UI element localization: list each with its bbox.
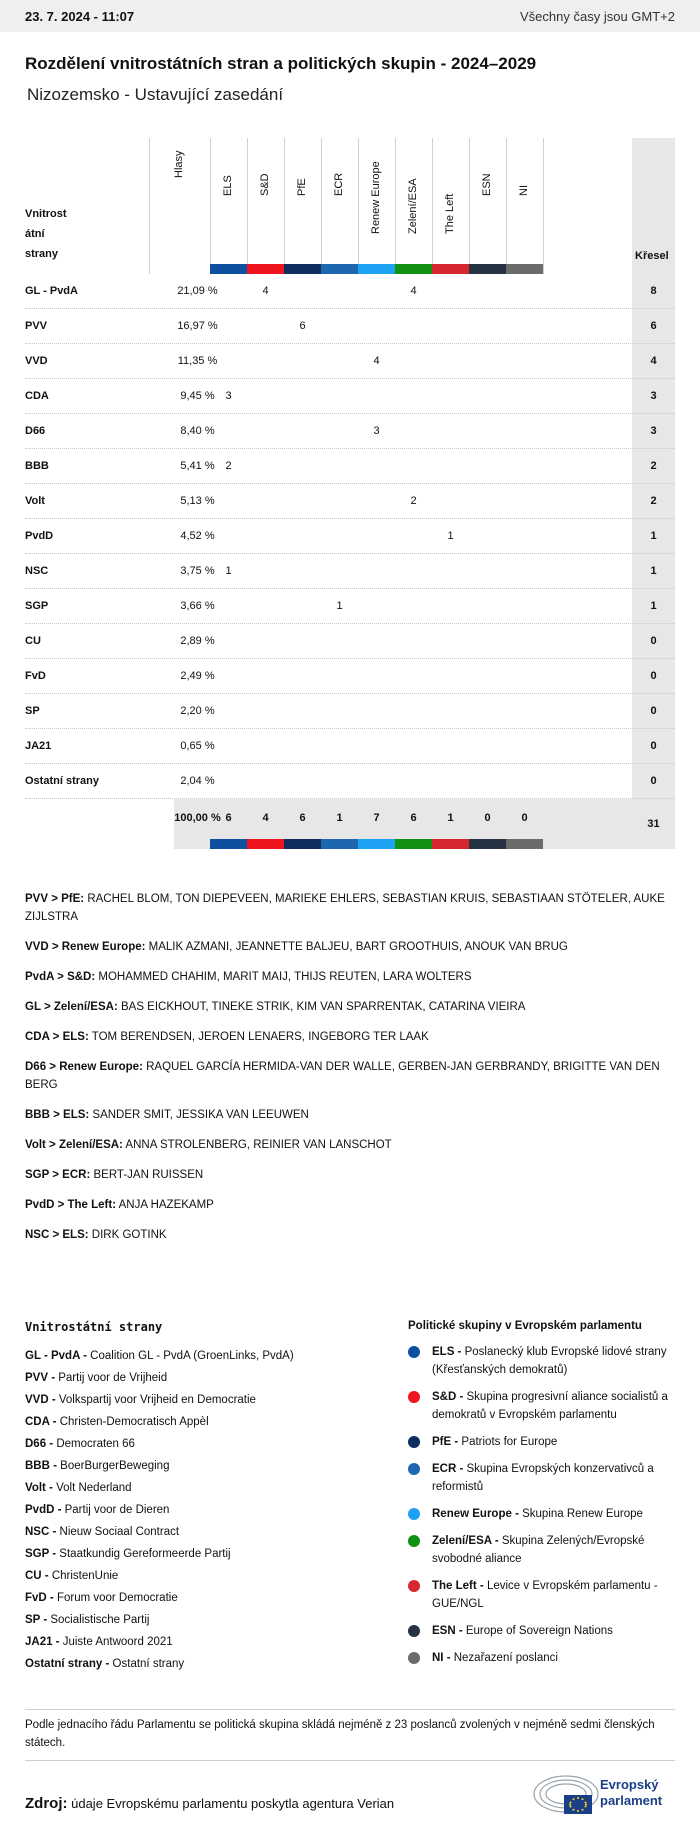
group-color-strip [358, 839, 395, 849]
party-name: CU [25, 635, 41, 647]
mep-group-label: NSC > ELS: [25, 1229, 89, 1241]
national-party-item [25, 1587, 385, 1609]
national-party-item [25, 1609, 385, 1631]
votes-column-header: Hlasy [173, 150, 185, 178]
party-name: NSC [25, 565, 49, 577]
party-abbr: JA21 - [25, 1636, 60, 1648]
mep-entry [25, 890, 670, 926]
table-row [25, 554, 675, 589]
mep-group-label: SGP > ECR: [25, 1169, 91, 1181]
mep-entry [25, 1136, 670, 1154]
national-parties-list [25, 1345, 385, 1675]
column-divider [506, 138, 507, 274]
group-total-seats: 7 [373, 812, 380, 824]
national-parties-legend [25, 1320, 385, 1675]
group-color-dot-icon [408, 1391, 420, 1403]
group-color-strip [284, 839, 321, 849]
political-groups-list [408, 1343, 678, 1667]
group-full-name: Skupina Renew Europe [518, 1508, 643, 1520]
group-seat-count: 1 [336, 600, 343, 612]
party-full-name: BoerBurgerBeweging [56, 1460, 170, 1472]
national-party-item [25, 1565, 385, 1587]
party-header-line: átní [25, 228, 45, 240]
political-group-item [408, 1388, 678, 1424]
group-total-seats: 1 [336, 812, 343, 824]
party-abbr: Ostatní strany - [25, 1658, 110, 1670]
logo-line: parlament [600, 1793, 663, 1808]
vote-share: 2,89 % [180, 635, 215, 647]
national-party-item [25, 1411, 385, 1433]
table-row [25, 764, 675, 799]
group-full-name: Poslanecký klub Evropské lidové strany (Křesťanských demokratů) [432, 1346, 667, 1376]
party-abbr: VVD - [25, 1394, 56, 1406]
party-name: GL - PvdA [25, 285, 78, 297]
group-color-strip [247, 264, 284, 274]
party-seats: 1 [650, 565, 657, 577]
column-divider [247, 138, 248, 274]
party-full-name: Democraten 66 [53, 1438, 135, 1450]
vote-share: 11,35 % [177, 355, 218, 367]
column-divider [210, 138, 211, 274]
group-seat-count: 4 [410, 285, 417, 297]
mep-names: MALIK AZMANI, JEANNETTE BALJEU, BART GROOTHUIS, ANOUK VAN BRUG [145, 941, 568, 953]
party-header-line: strany [25, 248, 59, 260]
mep-names: BAS EICKHOUT, TINEKE STRIK, KIM VAN SPARRENTAK, CATARINA VIEIRA [117, 1001, 526, 1013]
party-name: PvdD [25, 530, 54, 542]
mep-names: ANJA HAZEKAMP [116, 1199, 214, 1211]
table-header [25, 138, 675, 274]
national-party-item [25, 1631, 385, 1653]
mep-entry [25, 1166, 670, 1184]
group-total-seats: 1 [447, 812, 454, 824]
group-seat-count: 4 [373, 355, 380, 367]
logo-text [600, 1777, 662, 1809]
party-header-line: Vnitrost [25, 208, 67, 220]
table-row [25, 484, 675, 519]
party-full-name: Partij voor de Vrijheid [55, 1372, 168, 1384]
mep-group-label: CDA > ELS: [25, 1031, 89, 1043]
mep-entry [25, 1196, 670, 1214]
group-color-strip [395, 839, 432, 849]
mep-names: BERT-JAN RUISSEN [90, 1169, 204, 1181]
group-color-dot-icon [408, 1346, 420, 1358]
seats-column-header: Křesel [635, 250, 669, 262]
group-color-dot-icon [408, 1436, 420, 1448]
group-color-strip [506, 264, 543, 274]
party-seats: 3 [650, 425, 657, 437]
group-color-dot-icon [408, 1580, 420, 1592]
group-total-seats: 6 [299, 812, 306, 824]
mep-entry [25, 998, 670, 1016]
national-party-item [25, 1367, 385, 1389]
group-color-strip [247, 839, 284, 849]
party-name: Ostatní strany [25, 775, 99, 787]
party-full-name: ChristenUnie [48, 1570, 119, 1582]
group-abbr: Renew Europe - [432, 1508, 519, 1520]
group-color-strip [284, 264, 321, 274]
mep-names: RACHEL BLOM, TON DIEPEVEEN, MARIEKE EHLERS, SEBASTIAN KRUIS, SEBASTIAAN STÖTELER, AUKE ZIJLSTRA [25, 893, 665, 923]
group-full-name: Nezařazení poslanci [450, 1652, 558, 1664]
mep-group-label: BBB > ELS: [25, 1109, 90, 1121]
political-group-item [408, 1343, 678, 1379]
table-row [25, 449, 675, 484]
party-seats: 3 [650, 390, 657, 402]
party-abbr: FvD - [25, 1592, 54, 1604]
party-seats: 0 [650, 670, 657, 682]
group-total-seats: 6 [225, 812, 232, 824]
group-color-strip [210, 839, 247, 849]
group-total-seats: 6 [410, 812, 417, 824]
group-column-header: The Left [444, 193, 456, 234]
party-name: CDA [25, 390, 49, 402]
total-votes: 100,00 % [174, 812, 221, 824]
mep-group-label: PVV > PfE: [25, 893, 85, 905]
column-divider [543, 138, 544, 274]
group-full-name: Skupina Evropských konzervativců a reformistů [432, 1463, 654, 1493]
mep-list [25, 890, 670, 1256]
group-abbr: Zelení/ESA - [432, 1535, 499, 1547]
party-seats: 1 [650, 530, 657, 542]
mep-group-label: Volt > Zelení/ESA: [25, 1139, 123, 1151]
table-row [25, 519, 675, 554]
party-full-name: Coalition GL - PvdA (GroenLinks, PvdA) [86, 1350, 294, 1362]
party-seats: 0 [650, 635, 657, 647]
group-color-strip [321, 264, 358, 274]
table-row [25, 729, 675, 764]
party-full-name: Ostatní strany [109, 1658, 185, 1670]
party-name: JA21 [25, 740, 52, 752]
page-title: Rozdělení vnitrostátních stran a politických skupin - 2024–2029 [25, 54, 537, 73]
group-column-header: ELS [222, 175, 234, 196]
table-row [25, 694, 675, 729]
group-color-strip [469, 839, 506, 849]
totals-row [25, 799, 675, 849]
group-color-strip [506, 839, 543, 849]
party-full-name: Juiste Antwoord 2021 [59, 1636, 173, 1648]
group-color-strip [432, 264, 469, 274]
vote-share: 8,40 % [180, 425, 215, 437]
national-party-item [25, 1543, 385, 1565]
table-row [25, 274, 675, 309]
group-seat-count: 1 [225, 565, 232, 577]
group-full-name: Levice v Evropském parlamentu - GUE/NGL [432, 1580, 658, 1610]
group-column-header: ECR [333, 172, 345, 196]
party-name: SGP [25, 600, 49, 612]
column-divider [358, 138, 359, 274]
political-group-item [408, 1460, 678, 1496]
group-color-strip [395, 264, 432, 274]
mep-group-label: VVD > Renew Europe: [25, 941, 146, 953]
political-group-item [408, 1532, 678, 1568]
table-row [25, 379, 675, 414]
group-color-dot-icon [408, 1652, 420, 1664]
party-name: SP [25, 705, 40, 717]
party-full-name: Volt Nederland [52, 1482, 132, 1494]
mep-names: MOHAMMED CHAHIM, MARIT MAIJ, THIJS REUTEN, LARA WOLTERS [95, 971, 472, 983]
group-seat-count: 2 [410, 495, 417, 507]
group-color-strip [469, 264, 506, 274]
group-color-dot-icon [408, 1463, 420, 1475]
table-row [25, 659, 675, 694]
group-column-header: Renew Europe [370, 161, 382, 234]
group-column-header: NI [518, 185, 530, 196]
party-name: PVV [25, 320, 48, 332]
update-datetime: 23. 7. 2024 - 11:07 [25, 8, 135, 24]
political-groups-heading: Politické skupiny v Evropském parlamentu [408, 1320, 642, 1332]
party-full-name: Nieuw Sociaal Contract [56, 1526, 180, 1538]
party-seats: 0 [650, 775, 657, 787]
mep-names: RAQUEL GARCÍA HERMIDA-VAN DER WALLE, GERBEN-JAN GERBRANDY, BRIGITTE VAN DEN BERG [25, 1061, 660, 1091]
mep-group-label: GL > Zelení/ESA: [25, 1001, 118, 1013]
mep-group-label: D66 > Renew Europe: [25, 1061, 143, 1073]
group-seat-count: 1 [447, 530, 454, 542]
party-seats: 8 [650, 285, 657, 297]
vote-share: 5,41 % [180, 460, 215, 472]
group-abbr: NI - [432, 1652, 451, 1664]
political-group-item [408, 1577, 678, 1613]
mep-names: DIRK GOTINK [88, 1229, 167, 1241]
column-divider [284, 138, 285, 274]
party-abbr: NSC - [25, 1526, 57, 1538]
national-party-item [25, 1521, 385, 1543]
national-parties-heading: Vnitrostátní strany [25, 1320, 163, 1334]
source-label: Zdroj: [25, 1795, 68, 1812]
top-bar [0, 0, 700, 32]
vote-share: 0,65 % [180, 740, 215, 752]
source-line [25, 1795, 394, 1812]
mep-entry [25, 1106, 670, 1124]
party-abbr: SGP - [25, 1548, 57, 1560]
party-name: D66 [25, 425, 46, 437]
group-total-seats: 4 [262, 812, 269, 824]
political-group-item [408, 1622, 678, 1640]
party-seats: 1 [650, 600, 657, 612]
mep-names: ANNA STROLENBERG, REINIER VAN LANSCHOT [122, 1139, 392, 1151]
political-group-item [408, 1433, 678, 1451]
group-seat-count: 3 [373, 425, 380, 437]
vote-share: 21,09 % [177, 285, 218, 297]
group-full-name: Skupina Zelených/Evropské svobodné aliance [432, 1535, 645, 1565]
mep-entry [25, 968, 670, 986]
column-divider [321, 138, 322, 274]
party-abbr: PVV - [25, 1372, 56, 1384]
group-seat-count: 3 [225, 390, 232, 402]
mep-group-label: PvdA > S&D: [25, 971, 96, 983]
group-color-strip [358, 264, 395, 274]
national-party-item [25, 1455, 385, 1477]
table-body [25, 274, 675, 799]
vote-share: 4,52 % [180, 530, 215, 542]
mep-entry [25, 1058, 670, 1094]
group-full-name: Skupina progresivní aliance socialistů a demokratů v Evropském parlamentu [432, 1391, 668, 1421]
party-name: FvD [25, 670, 46, 682]
group-abbr: ECR - [432, 1463, 464, 1475]
party-abbr: PvdD - [25, 1504, 62, 1516]
table-row [25, 309, 675, 344]
national-party-item [25, 1653, 385, 1675]
national-party-item [25, 1433, 385, 1455]
table-row [25, 589, 675, 624]
party-full-name: Forum voor Democratie [53, 1592, 178, 1604]
timezone-note: Všechny časy jsou GMT+2 [520, 8, 675, 24]
mep-entry [25, 1028, 670, 1046]
vote-share: 2,49 % [180, 670, 215, 682]
mep-entry [25, 1226, 670, 1244]
vote-share: 5,13 % [180, 495, 215, 507]
mep-entry [25, 938, 670, 956]
political-group-item [408, 1649, 678, 1667]
group-color-strip [321, 839, 358, 849]
party-abbr: Volt - [25, 1482, 53, 1494]
party-full-name: Volkspartij voor Vrijheid en Democratie [55, 1394, 256, 1406]
party-abbr: D66 - [25, 1438, 54, 1450]
vote-share: 3,75 % [180, 565, 215, 577]
party-abbr: BBB - [25, 1460, 57, 1472]
logo-line: Evropský [600, 1777, 659, 1792]
total-seats: 31 [647, 818, 660, 830]
group-seat-count: 4 [262, 285, 269, 297]
party-abbr: SP - [25, 1614, 48, 1626]
table-row [25, 414, 675, 449]
party-abbr: CU - [25, 1570, 49, 1582]
group-abbr: PfE - [432, 1436, 459, 1448]
mep-names: TOM BERENDSEN, JEROEN LENAERS, INGEBORG TER LAAK [88, 1031, 429, 1043]
vote-share: 2,20 % [180, 705, 215, 717]
group-color-strip [210, 264, 247, 274]
page-subtitle: Nizozemsko - Ustavující zasedání [27, 85, 284, 104]
vote-share: 16,97 % [177, 320, 218, 332]
column-divider [432, 138, 433, 274]
table-row [25, 624, 675, 659]
group-column-header: ESN [481, 173, 493, 196]
group-seat-count: 6 [299, 320, 306, 332]
rules-note: Podle jednacího řádu Parlamentu se politická skupina skládá nejméně z 23 poslanců zvolených v nejméně sedmi členských státech. [25, 1709, 675, 1761]
column-divider [469, 138, 470, 274]
mep-names: SANDER SMIT, JESSIKA VAN LEEUWEN [89, 1109, 309, 1121]
party-seats: 4 [650, 355, 657, 367]
group-color-dot-icon [408, 1535, 420, 1547]
political-groups-legend [408, 1320, 678, 1676]
mep-group-label: PvdD > The Left: [25, 1199, 117, 1211]
group-abbr: S&D - [432, 1391, 464, 1403]
national-party-item [25, 1499, 385, 1521]
vote-share: 3,66 % [180, 600, 215, 612]
party-seats: 0 [650, 740, 657, 752]
column-divider [395, 138, 396, 274]
seat-distribution-table [25, 138, 675, 849]
party-name: Volt [25, 495, 45, 507]
group-color-strip [432, 839, 469, 849]
group-seat-count: 2 [225, 460, 232, 472]
party-seats: 2 [650, 460, 657, 472]
party-name: VVD [25, 355, 48, 367]
national-party-item [25, 1345, 385, 1367]
group-abbr: ESN - [432, 1625, 463, 1637]
party-abbr: CDA - [25, 1416, 57, 1428]
group-color-dot-icon [408, 1508, 420, 1520]
group-total-seats: 0 [521, 812, 528, 824]
party-full-name: Socialistische Partij [47, 1614, 150, 1626]
party-abbr: GL - PvdA - [25, 1350, 87, 1362]
national-party-item [25, 1477, 385, 1499]
group-color-dot-icon [408, 1625, 420, 1637]
column-divider [149, 138, 150, 274]
group-column-header: S&D [259, 173, 271, 196]
national-party-item [25, 1389, 385, 1411]
source-text: údaje Evropskému parlamentu poskytla agentura Verian [67, 1796, 395, 1811]
party-full-name: Christen-Democratisch Appèl [56, 1416, 209, 1428]
group-abbr: The Left - [432, 1580, 484, 1592]
party-seats: 0 [650, 705, 657, 717]
group-column-header: Zelení/ESA [407, 178, 419, 234]
political-group-item [408, 1505, 678, 1523]
party-seats: 2 [650, 495, 657, 507]
vote-share: 2,04 % [180, 775, 215, 787]
party-full-name: Staatkundig Gereformeerde Partij [56, 1548, 231, 1560]
party-name: BBB [25, 460, 49, 472]
group-full-name: Europe of Sovereign Nations [462, 1625, 613, 1637]
table-row [25, 344, 675, 379]
group-column-header: PfE [296, 178, 308, 196]
party-column-header [25, 204, 67, 264]
party-seats: 6 [650, 320, 657, 332]
group-abbr: ELS - [432, 1346, 462, 1358]
party-full-name: Partij voor de Dieren [61, 1504, 170, 1516]
vote-share: 9,45 % [180, 390, 215, 402]
group-full-name: Patriots for Europe [458, 1436, 558, 1448]
group-total-seats: 0 [484, 812, 491, 824]
